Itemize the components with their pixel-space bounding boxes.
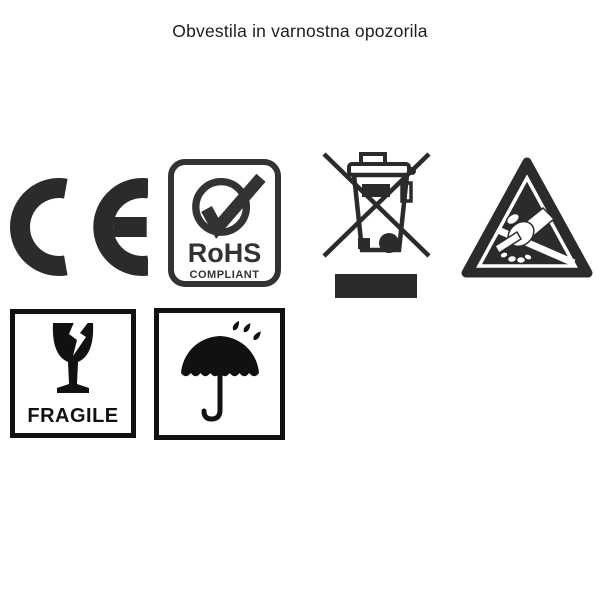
fragile-label: FRAGILE xyxy=(27,405,119,427)
broken-wine-glass-icon xyxy=(15,320,131,402)
fragile-broken-glass-icon xyxy=(10,309,136,438)
rohs-checkmark-icon xyxy=(174,169,275,241)
weee-crossed-bin-icon xyxy=(322,150,432,300)
raindrops-icon xyxy=(231,319,262,341)
keep-dry-umbrella-icon xyxy=(154,308,285,440)
ce-marking-icon xyxy=(8,178,148,278)
esd-warning-triangle-icon xyxy=(461,156,593,280)
rohs-label: RoHS xyxy=(187,238,262,268)
weee-date-bar xyxy=(335,274,417,298)
rohs-compliant-label: COMPLIANT xyxy=(189,269,260,281)
umbrella-icon xyxy=(160,314,280,435)
page-title: Obvestila in varnostna opozorila xyxy=(172,21,428,41)
rohs-compliant-icon xyxy=(168,159,281,287)
